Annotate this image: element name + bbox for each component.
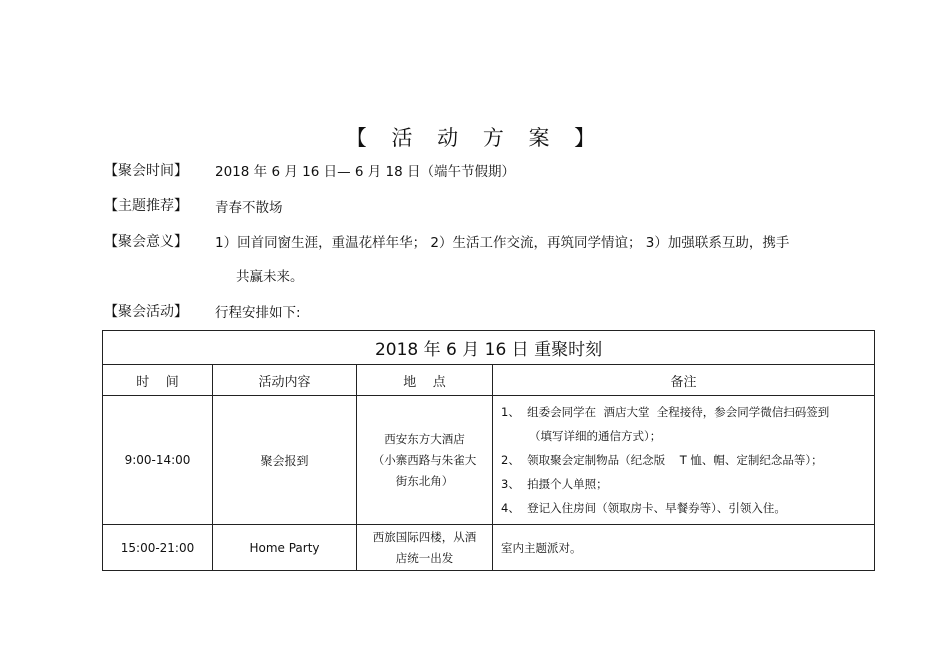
row-activity: 聚会报到	[213, 396, 357, 525]
row-notes	[493, 396, 875, 525]
document-title: 【 活 动 方 案 】	[345, 126, 605, 150]
location-line: 街东北角）	[395, 473, 454, 488]
row-location	[357, 525, 493, 571]
header-activity: 活动内容	[213, 365, 357, 396]
activity-value: 行程安排如下:	[215, 305, 301, 321]
meaning-label: 【聚会意义】	[104, 234, 188, 250]
note-line: 室内主题派对。	[501, 540, 582, 555]
schedule-caption: 2018 年 6 月 16 日 重聚时刻	[103, 331, 875, 365]
theme-value: 青春不散场	[215, 200, 283, 216]
location-line: 店统一出发	[395, 550, 454, 565]
table-row	[103, 396, 875, 525]
header-location: 地 点	[357, 365, 493, 396]
note-line: 2、 领取聚会定制物品（纪念版 T 恤、帽、定制纪念品等）；	[501, 453, 823, 467]
table-row	[103, 525, 875, 571]
table-header-row	[103, 365, 875, 396]
schedule-table	[102, 330, 875, 571]
row-time: 9:00-14:00	[103, 396, 213, 525]
location-line: （小寨西路与朱雀大	[372, 452, 477, 467]
row-time: 15:00-21:00	[103, 525, 213, 571]
row-notes	[493, 525, 875, 571]
note-line: 1、 组委会同学在 酒店大堂 全程接待，参会同学微信扫码签到	[501, 405, 830, 419]
note-line: 4、 登记入住房间（领取房卡、早餐券等）、引领入住。	[501, 501, 786, 515]
theme-label: 【主题推荐】	[104, 198, 188, 214]
note-line: （填写详细的通信方式）；	[529, 429, 662, 443]
location-line: 西旅国际四楼，从酒	[372, 529, 477, 544]
row-activity: Home Party	[213, 525, 357, 571]
location-line: 西安东方大酒店	[384, 431, 465, 446]
meaning-line-1: 1）回首同窗生涯，重温花样年华； 2）生活工作交流，再筑同学情谊； 3）加强联系互助，携手	[215, 235, 790, 251]
time-label: 【聚会时间】	[104, 163, 188, 179]
meaning-line-2: 共赢未来。	[236, 269, 304, 285]
header-time: 时 间	[103, 365, 213, 396]
note-line: 3、 拍摄个人单照；	[501, 477, 608, 491]
time-value: 2018 年 6 月 16 日— 6 月 18 日（端午节假期）	[215, 164, 516, 180]
row-location	[357, 396, 493, 525]
header-notes: 备注	[493, 365, 875, 396]
activity-label: 【聚会活动】	[104, 304, 188, 320]
